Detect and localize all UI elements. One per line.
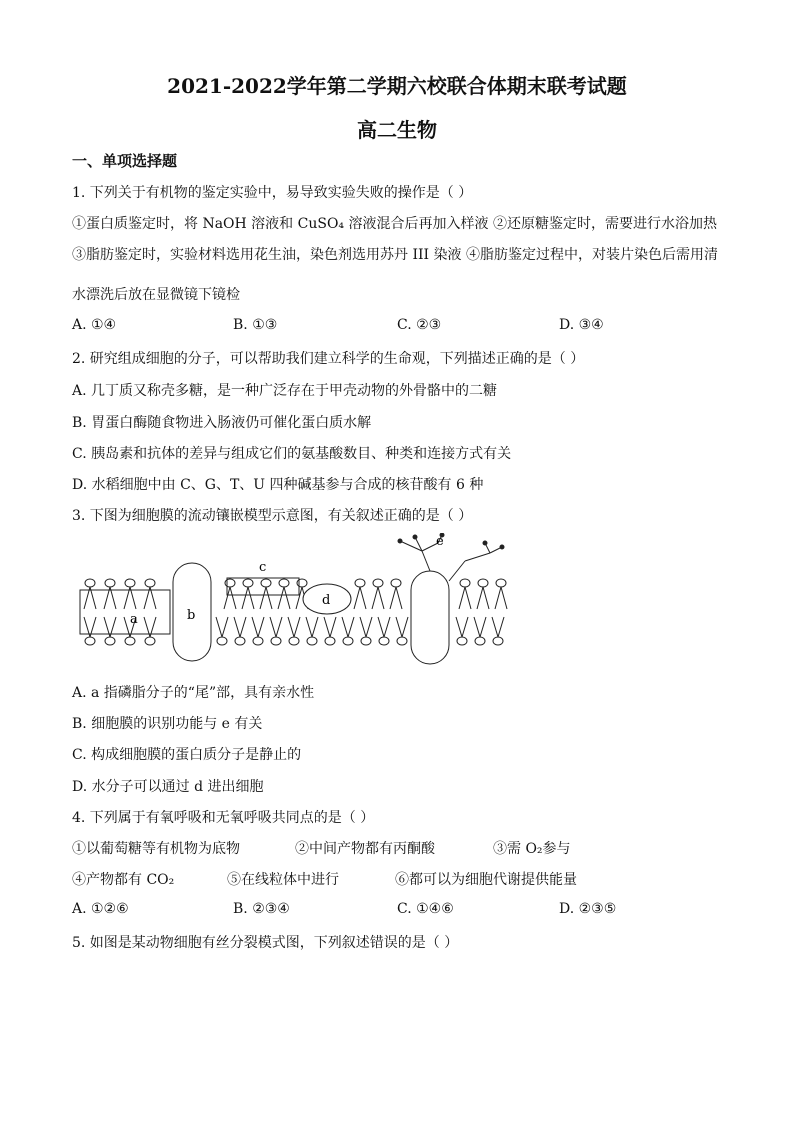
label-b: b (187, 608, 196, 623)
phospholipid-tail (284, 587, 290, 609)
q2-option-c: C. 胰岛素和抗体的差异与组成它们的氨基酸数目、种类和连接方式有关 (72, 446, 512, 462)
phospholipid-tail (230, 587, 236, 609)
phospholipid-tail (483, 587, 489, 609)
phospholipid-tail (477, 587, 483, 609)
q1-line1: ①蛋白质鉴定时，将 NaOH 溶液和 CuSO₄ 溶液混合后再加入样液 ②还原糖鉴定时，需要进行水浴加热 (72, 216, 717, 232)
phospholipid-head (325, 637, 335, 645)
phospholipid-head (460, 579, 470, 587)
phospholipid-head (105, 579, 115, 587)
q1-option-c: C. ②③ (397, 317, 442, 333)
section-heading: 一、单项选择题 (72, 152, 178, 170)
phospholipid-tail (330, 617, 336, 637)
q1-option-d: D. ③④ (559, 317, 604, 333)
phospholipid-tail (366, 617, 372, 637)
phospholipid-tail (294, 617, 300, 637)
phospholipid-head (85, 637, 95, 645)
phospholipid-tail (240, 617, 246, 637)
phospholipid-tail (474, 617, 480, 637)
phospholipid-head (307, 637, 317, 645)
label-d: d (322, 593, 331, 608)
q1-stem: 1. 下列关于有机物的鉴定实验中，易导致实验失败的操作是（ ） (72, 185, 473, 201)
q5-stem: 5. 如图是某动物细胞有丝分裂模式图，下列叙述错误的是（ ） (72, 935, 459, 951)
phospholipid-tail (288, 617, 294, 637)
q4-option-b: B. ②③④ (233, 901, 290, 917)
phospholipid-tail (384, 617, 390, 637)
q4-option-d: D. ②③⑤ (559, 901, 617, 917)
cell-membrane-diagram (70, 533, 520, 668)
phospholipid-tail (459, 587, 465, 609)
phospholipid-head (496, 579, 506, 587)
phospholipid-head (243, 579, 253, 587)
q4-item-3: ③需 O₂参与 (493, 841, 571, 857)
phospholipid-head (355, 579, 365, 587)
phospholipid-head (397, 637, 407, 645)
phospholipid-head (457, 637, 467, 645)
phospholipid-head (279, 579, 289, 587)
phospholipid-tail (276, 617, 282, 637)
phospholipid-tail (216, 617, 222, 637)
phospholipid-tail (270, 617, 276, 637)
phospholipid-tail (248, 587, 254, 609)
phospholipid-tail (260, 587, 266, 609)
q4-item-5: ⑤在线粒体中进行 (227, 872, 339, 888)
phospholipid-head (289, 637, 299, 645)
phospholipid-tail (360, 617, 366, 637)
phospholipid-tail (480, 617, 486, 637)
q4-stem: 4. 下列属于有氧呼吸和无氧呼吸共同点的是（ ） (72, 810, 375, 826)
q2-option-b: B. 胃蛋白酶随食物进入肠液仍可催化蛋白质水解 (72, 415, 372, 431)
phospholipid-tail (372, 587, 378, 609)
phospholipid-tail (342, 617, 348, 637)
transmembrane-protein (411, 571, 449, 664)
phospholipid-head (145, 579, 155, 587)
phospholipid-head (361, 637, 371, 645)
phospholipid-tail (306, 617, 312, 637)
q3-stem: 3. 下图为细胞膜的流动镶嵌模型示意图，有关叙述正确的是（ ） (72, 508, 473, 524)
lipid-region-a (80, 590, 170, 634)
label-c: c (259, 560, 267, 575)
q4-item-4: ④产物都有 CO₂ (72, 872, 175, 888)
phospholipid-head (235, 637, 245, 645)
phospholipid-head (125, 579, 135, 587)
phospholipid-head (125, 637, 135, 645)
exam-subject: 高二生物 (357, 118, 437, 142)
phospholipid-tail (312, 617, 318, 637)
phospholipid-tail (465, 587, 471, 609)
q3-option-a: A. a 指磷脂分子的“尾”部，具有亲水性 (72, 685, 315, 701)
phospholipid-tail (396, 587, 402, 609)
phospholipid-tail (498, 617, 504, 637)
glycoprotein-e (398, 533, 504, 581)
phospholipid-head (343, 637, 353, 645)
phospholipid-tail (252, 617, 258, 637)
phospholipid-tail (495, 587, 501, 609)
phospholipid-tail (378, 587, 384, 609)
q3-option-b: B. 细胞膜的识别功能与 e 有关 (72, 716, 263, 732)
phospholipid-head (105, 637, 115, 645)
phospholipid-head (475, 637, 485, 645)
q4-item-6: ⑥都可以为细胞代谢提供能量 (395, 872, 577, 888)
phospholipid-head (261, 579, 271, 587)
q3-option-d: D. 水分子可以通过 d 进出细胞 (72, 779, 264, 795)
q1-option-b: B. ①③ (233, 317, 278, 333)
q1-line3: 水漂洗后放在显微镜下镜检 (72, 287, 240, 303)
q4-option-a: A. ①②⑥ (72, 901, 129, 917)
q1-option-a: A. ①④ (72, 317, 117, 333)
phospholipid-tail (462, 617, 468, 637)
q1-line2: ③脂肪鉴定时，实验材料选用花生油，染色剂选用苏丹 III 染液 ④脂肪鉴定过程中，对装片染色后需用清 (72, 247, 718, 263)
phospholipid-tail (324, 617, 330, 637)
phospholipid-head (253, 637, 263, 645)
phospholipid-tail (492, 617, 498, 637)
phospholipid-tail (234, 617, 240, 637)
phospholipid-head (373, 579, 383, 587)
phospholipid-head (271, 637, 281, 645)
phospholipid-tail (242, 587, 248, 609)
exam-title: 2021-2022学年第二学期六校联合体期末联考试题 (167, 74, 627, 98)
phospholipid-tail (402, 617, 408, 637)
label-a: a (130, 612, 138, 627)
q2-stem: 2. 研究组成细胞的分子，可以帮助我们建立科学的生命观，下列描述正确的是（ ） (72, 351, 585, 367)
phospholipid-tail (348, 617, 354, 637)
phospholipid-head (391, 579, 401, 587)
q3-option-c: C. 构成细胞膜的蛋白质分子是静止的 (72, 747, 302, 763)
phospholipid-tail (278, 587, 284, 609)
phospholipid-tail (258, 617, 264, 637)
phospholipid-head (493, 637, 503, 645)
phospholipid-tail (501, 587, 507, 609)
phospholipid-head (478, 579, 488, 587)
phospholipid-tail (266, 587, 272, 609)
phospholipid-head (85, 579, 95, 587)
phospholipid-tail (378, 617, 384, 637)
q4-item-2: ②中间产物都有丙酮酸 (295, 841, 435, 857)
phospholipid-tail (354, 587, 360, 609)
label-e: e (436, 534, 444, 549)
phospholipid-tail (390, 587, 396, 609)
phospholipid-head (379, 637, 389, 645)
q2-option-a: A. 几丁质又称壳多糖，是一种广泛存在于甲壳动物的外骨骼中的二糖 (72, 383, 498, 399)
q2-option-d: D. 水稻细胞中由 C、G、T、U 四种碱基参与合成的核苷酸有 6 种 (72, 477, 484, 493)
phospholipid-tail (222, 617, 228, 637)
phospholipid-tail (456, 617, 462, 637)
q4-option-c: C. ①④⑥ (397, 901, 454, 917)
phospholipid-head (217, 637, 227, 645)
phospholipid-tail (360, 587, 366, 609)
phospholipid-tail (396, 617, 402, 637)
q4-item-1: ①以葡萄糖等有机物为底物 (72, 841, 240, 857)
phospholipid-head (145, 637, 155, 645)
